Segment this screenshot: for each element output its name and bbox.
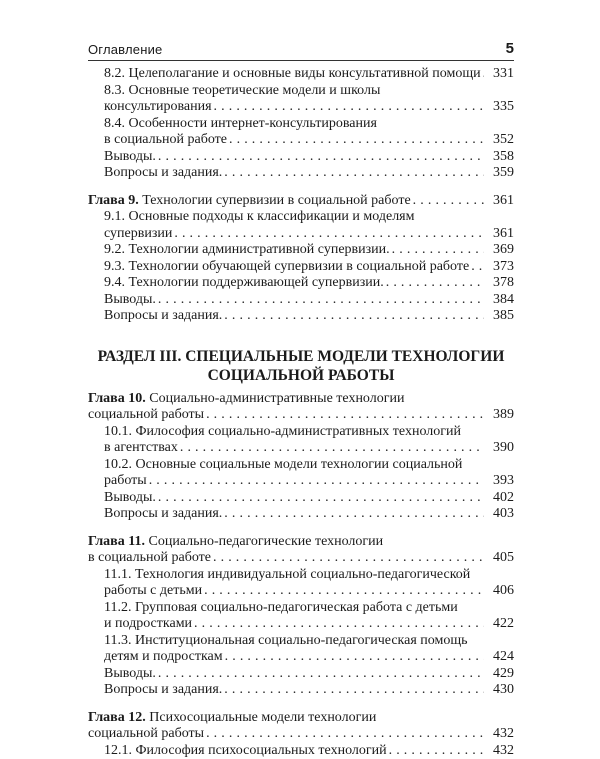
entry-text: Выводы. xyxy=(104,149,156,166)
entry-page: 430 xyxy=(486,682,514,699)
entry-text: Вопросы и задания. xyxy=(104,308,222,325)
chapter-title: в социальной работе xyxy=(88,550,211,567)
chapter-number: Глава 10. xyxy=(88,391,146,406)
toc-entry[interactable] xyxy=(88,457,514,490)
leader-dots xyxy=(386,275,484,292)
toc-group-ch8 xyxy=(88,66,514,182)
toc-entry[interactable] xyxy=(88,149,514,166)
toc-entry[interactable] xyxy=(88,242,514,259)
toc-entry[interactable] xyxy=(88,83,514,116)
entry-text: 11.2. Групповая социально-педагогическая работа с детьми xyxy=(104,600,458,617)
entry-page: 405 xyxy=(486,550,514,567)
toc-group-ch11 xyxy=(88,534,514,699)
toc-entry[interactable] xyxy=(88,308,514,325)
chapter-number: Глава 11. xyxy=(88,534,145,549)
leader-dots xyxy=(180,440,484,457)
header-title: Оглавление xyxy=(88,42,162,57)
entry-text: Выводы. xyxy=(104,666,156,683)
leader-dots xyxy=(194,616,484,633)
leader-dots xyxy=(483,66,484,83)
entry-text: 9.2. Технологии административной супервизии. xyxy=(104,242,390,259)
chapter-title: социальной работы xyxy=(88,407,204,424)
toc-entry[interactable] xyxy=(88,275,514,292)
entry-page: 390 xyxy=(486,440,514,457)
entry-text: детям и подросткам xyxy=(104,649,223,666)
leader-dots xyxy=(392,242,484,259)
entry-page: 361 xyxy=(486,226,514,243)
entry-text: 9.3. Технологии обучающей супервизии в социальной работе xyxy=(104,259,469,276)
leader-dots xyxy=(149,473,484,490)
chapter-number: Глава 9. xyxy=(88,193,139,208)
leader-dots xyxy=(224,682,484,699)
toc-entry[interactable] xyxy=(88,600,514,633)
entry-text: Вопросы и задания. xyxy=(104,506,222,523)
entry-text: Выводы. xyxy=(104,490,156,507)
entry-text: 12.1. Философия психосоциальных технологий xyxy=(104,743,387,759)
toc-entry[interactable] xyxy=(88,633,514,666)
chapter-number: Глава 12. xyxy=(88,710,146,725)
leader-dots xyxy=(206,407,484,424)
leader-dots xyxy=(389,743,484,759)
toc-chapter-11[interactable] xyxy=(88,534,514,567)
toc-entry[interactable] xyxy=(88,165,514,182)
toc-entry[interactable] xyxy=(88,682,514,699)
leader-dots xyxy=(225,649,484,666)
entry-text: работы с детьми xyxy=(104,583,202,600)
entry-text: 11.1. Технология индивидуальной социально-педагогической xyxy=(104,567,470,584)
entry-text: 11.3. Институциональная социально-педагогическая помощь xyxy=(104,633,468,650)
chapter-title: Социально-административные технологии xyxy=(149,391,404,406)
toc-entry[interactable] xyxy=(88,116,514,149)
entry-page: 385 xyxy=(486,308,514,325)
entry-page: 358 xyxy=(486,149,514,166)
leader-dots xyxy=(158,666,484,683)
toc-group-ch12 xyxy=(88,710,514,759)
entry-page: 369 xyxy=(486,242,514,259)
section-heading xyxy=(88,347,514,385)
toc-group-ch10 xyxy=(88,391,514,523)
toc-chapter-9[interactable] xyxy=(88,193,514,210)
entry-page: 352 xyxy=(486,132,514,149)
entry-text: 8.4. Особенности интернет-консультирования xyxy=(104,116,377,133)
leader-dots xyxy=(224,506,484,523)
entry-page: 429 xyxy=(486,666,514,683)
leader-dots xyxy=(224,308,484,325)
leader-dots xyxy=(158,149,484,166)
entry-text: в агентствах xyxy=(104,440,178,457)
entry-page: 331 xyxy=(486,66,514,83)
chapter-title: социальной работы xyxy=(88,726,204,743)
entry-page: 378 xyxy=(486,275,514,292)
entry-text: 10.1. Философия социально-административных технологий xyxy=(104,424,461,441)
entry-text: консультирования xyxy=(104,99,212,116)
entry-page: 393 xyxy=(486,473,514,490)
toc-entry[interactable] xyxy=(88,567,514,600)
leader-dots xyxy=(206,726,484,743)
entry-text: 8.3. Основные теоретические модели и школы xyxy=(104,83,380,100)
leader-dots xyxy=(214,99,484,116)
entry-text: 9.1. Основные подходы к классификации и моделям xyxy=(104,209,414,226)
entry-text: в социальной работе xyxy=(104,132,227,149)
entry-text: супервизии xyxy=(104,226,172,243)
entry-text: Вопросы и задания. xyxy=(104,165,222,182)
entry-page: 422 xyxy=(486,616,514,633)
entry-text: работы xyxy=(104,473,147,490)
entry-page: 361 xyxy=(486,193,514,210)
entry-page: 432 xyxy=(486,726,514,743)
entry-text: 9.4. Технологии поддерживающей супервизии. xyxy=(104,275,384,292)
entry-page: 406 xyxy=(486,583,514,600)
chapter-title: Психосоциальные модели технологии xyxy=(149,710,376,725)
running-header xyxy=(88,38,514,61)
leader-dots xyxy=(471,259,484,276)
toc-entry[interactable] xyxy=(88,743,514,759)
toc-entry[interactable] xyxy=(88,259,514,276)
entry-page: 424 xyxy=(486,649,514,666)
leader-dots xyxy=(158,490,484,507)
toc-group-ch9 xyxy=(88,193,514,325)
toc-entry[interactable] xyxy=(88,209,514,242)
entry-page: 403 xyxy=(486,506,514,523)
chapter-title: Социально-педагогические технологии xyxy=(148,534,383,549)
entry-page: 335 xyxy=(486,99,514,116)
leader-dots xyxy=(213,550,484,567)
table-of-contents xyxy=(88,66,514,759)
entry-page: 384 xyxy=(486,292,514,309)
toc-entry[interactable] xyxy=(88,66,514,83)
leader-dots xyxy=(229,132,484,149)
header-page-number: 5 xyxy=(506,40,514,57)
leader-dots xyxy=(204,583,484,600)
entry-text: и подростками xyxy=(104,616,192,633)
toc-entry[interactable] xyxy=(88,292,514,309)
section-heading-line: СОЦИАЛЬНОЙ РАБОТЫ xyxy=(88,366,514,385)
toc-entry[interactable] xyxy=(88,666,514,683)
leader-dots xyxy=(174,226,484,243)
toc-entry[interactable] xyxy=(88,506,514,523)
entry-text: 10.2. Основные социальные модели технологии социальной xyxy=(104,457,462,474)
entry-page: 402 xyxy=(486,490,514,507)
toc-entry[interactable] xyxy=(88,490,514,507)
toc-chapter-10[interactable] xyxy=(88,391,514,424)
leader-dots xyxy=(158,292,484,309)
entry-text: Выводы. xyxy=(104,292,156,309)
entry-text: 8.2. Целеполагание и основные виды консультативной помощи xyxy=(104,66,481,83)
entry-page: 373 xyxy=(486,259,514,276)
entry-page: 432 xyxy=(486,743,514,759)
toc-chapter-12[interactable] xyxy=(88,710,514,743)
leader-dots xyxy=(413,193,484,210)
entry-page: 389 xyxy=(486,407,514,424)
section-heading-line: РАЗДЕЛ III. СПЕЦИАЛЬНЫЕ МОДЕЛИ ТЕХНОЛОГИИ xyxy=(88,347,514,366)
leader-dots xyxy=(224,165,484,182)
entry-page: 359 xyxy=(486,165,514,182)
chapter-title: Технологии супервизии в социальной работе xyxy=(142,193,410,208)
toc-entry[interactable] xyxy=(88,424,514,457)
entry-text: Вопросы и задания. xyxy=(104,682,222,699)
